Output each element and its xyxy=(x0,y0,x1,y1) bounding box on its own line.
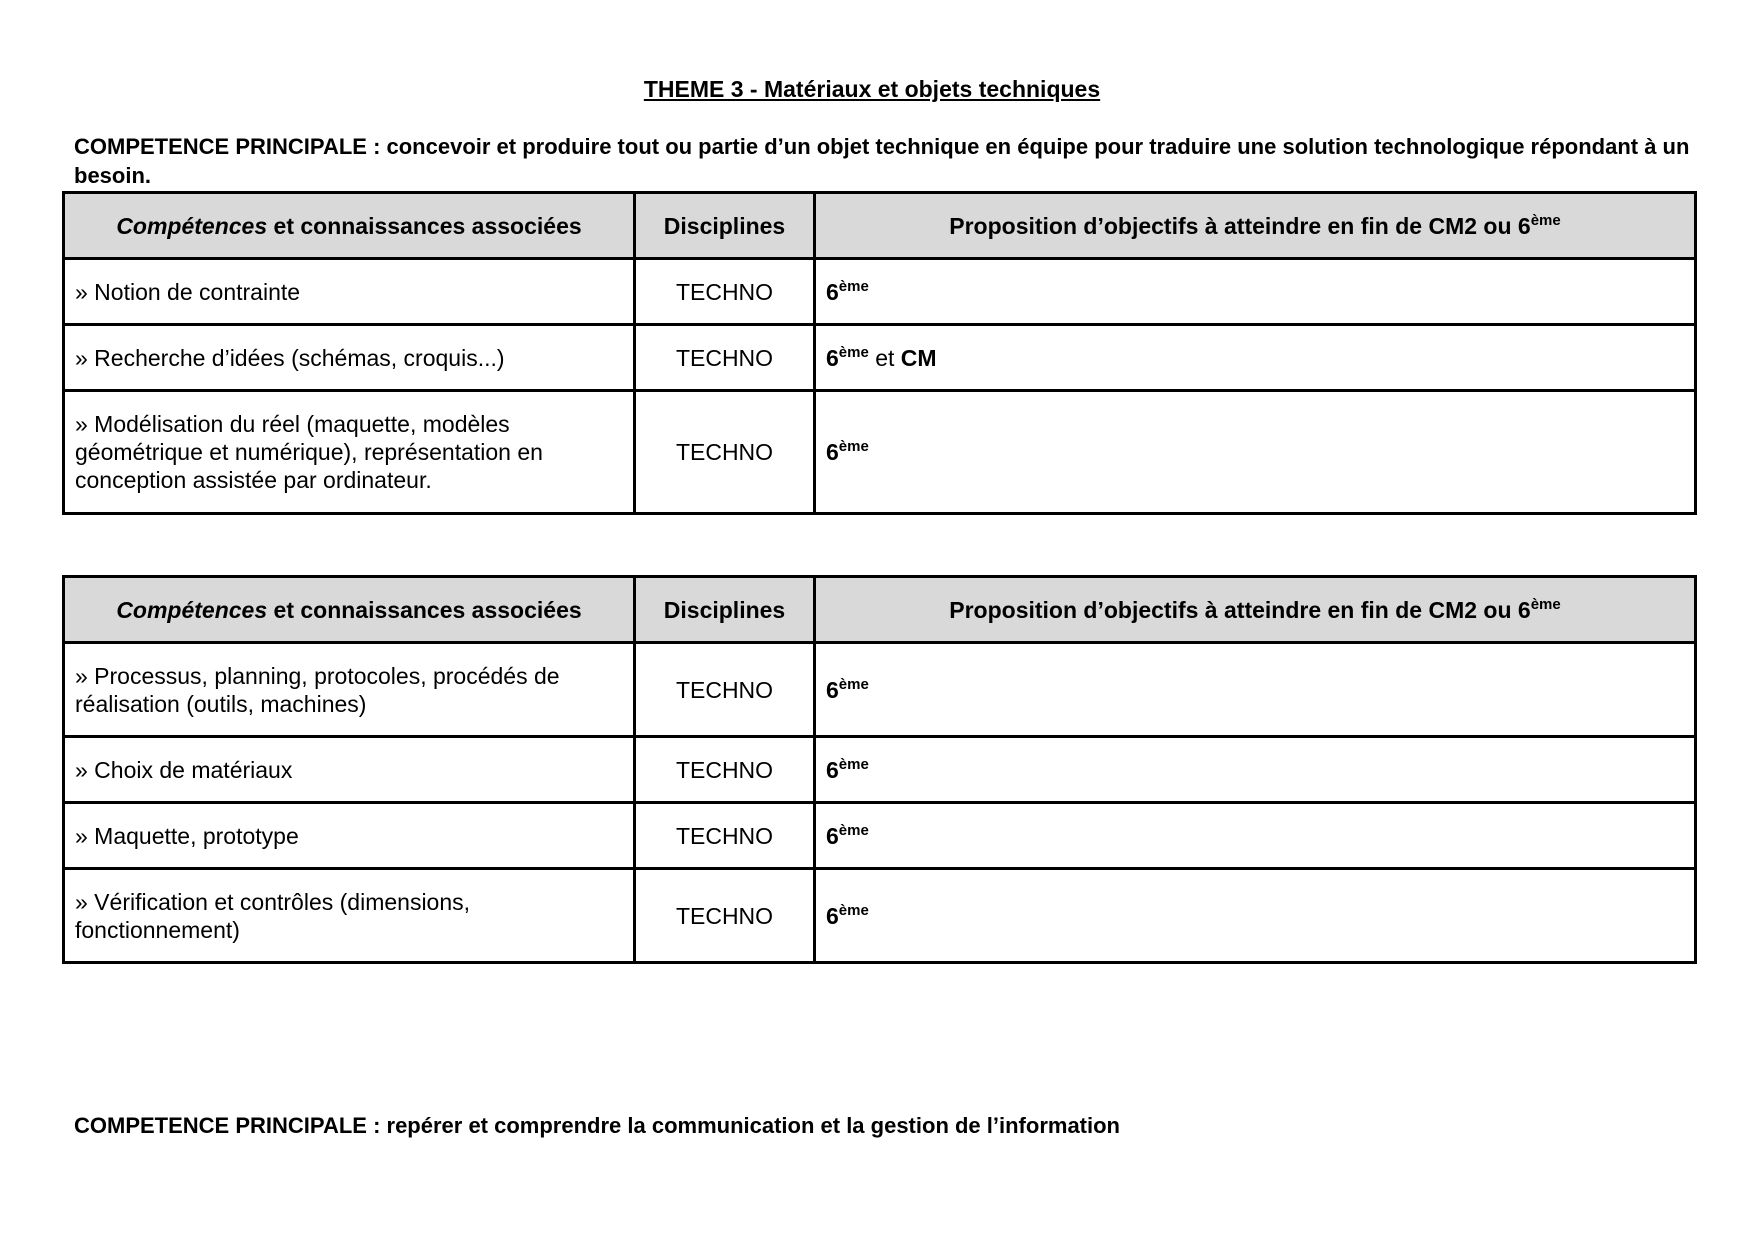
table-row xyxy=(64,391,1696,514)
competence-cell: » Modélisation du réel (maquette, modèles géométrique et numérique), représentation en conception assistée par ordinateur. xyxy=(64,391,635,514)
header-disciplines: Disciplines xyxy=(635,577,815,643)
objective-sup: ème xyxy=(838,821,869,839)
header-proposition-sup: ème xyxy=(1530,211,1561,229)
header-disciplines: Disciplines xyxy=(635,193,815,259)
header-proposition xyxy=(815,193,1696,259)
table-row xyxy=(64,737,1696,803)
table-row xyxy=(64,803,1696,869)
competence-cell: » Maquette, prototype xyxy=(64,803,635,869)
objective-level: 6 xyxy=(826,676,839,703)
header-competences-italic: Compétences xyxy=(116,596,268,623)
discipline-cell: TECHNO xyxy=(635,391,815,514)
discipline-cell: TECHNO xyxy=(635,643,815,737)
objective-cell xyxy=(815,259,1696,325)
competence-cell: » Recherche d’idées (schémas, croquis...) xyxy=(64,325,635,391)
discipline-cell: TECHNO xyxy=(635,737,815,803)
objective-sup: ème xyxy=(838,438,869,455)
table-row xyxy=(64,259,1696,325)
competence-cell: » Choix de matériaux xyxy=(64,737,635,803)
objective-sup: ème xyxy=(838,901,869,919)
header-competences xyxy=(64,193,635,259)
objective-level: 6 xyxy=(826,756,839,783)
table-header-row xyxy=(64,577,1696,643)
table-row xyxy=(64,325,1696,391)
header-proposition-text: Proposition d’objectifs à atteindre en fin de CM2 ou 6 xyxy=(949,212,1531,239)
objective-cell xyxy=(815,737,1696,803)
objective-cell xyxy=(815,391,1696,514)
objective-extra: CM xyxy=(900,344,937,371)
discipline-cell: TECHNO xyxy=(635,869,815,963)
competence-cell: » Processus, planning, protocoles, procédés de réalisation (outils, machines) xyxy=(64,643,635,737)
header-proposition xyxy=(815,577,1696,643)
competence-cell: » Notion de contrainte xyxy=(64,259,635,325)
objective-cell xyxy=(815,643,1696,737)
discipline-cell: TECHNO xyxy=(635,803,815,869)
objective-level: 6 xyxy=(826,439,839,465)
header-competences xyxy=(64,577,635,643)
objective-cell xyxy=(815,803,1696,869)
header-competences-rest: et connaissances associées xyxy=(267,596,582,623)
objective-and: et xyxy=(868,344,901,371)
competences-table-2 xyxy=(62,575,1697,964)
objective-sup: ème xyxy=(838,755,869,773)
header-proposition-sup: ème xyxy=(1530,595,1561,613)
competences-table-1 xyxy=(62,191,1697,515)
objective-level: 6 xyxy=(826,278,839,305)
competence-principale-1: COMPETENCE PRINCIPALE : concevoir et produire tout ou partie d’un objet technique en équipe pour traduire une solution technologique répondant à un besoin. xyxy=(74,134,1690,188)
header-proposition-text: Proposition d’objectifs à atteindre en fin de CM2 ou 6 xyxy=(949,596,1531,623)
objective-cell xyxy=(815,325,1696,391)
competence-principale-2: COMPETENCE PRINCIPALE : repérer et comprendre la communication et la gestion de l’information xyxy=(74,1113,1120,1138)
header-competences-rest: et connaissances associées xyxy=(267,212,582,239)
page-title-text: THEME 3 - Matériaux et objets techniques xyxy=(643,76,1101,102)
objective-sup: ème xyxy=(838,675,869,693)
objective-level: 6 xyxy=(826,822,839,849)
objective-sup: ème xyxy=(838,277,869,295)
discipline-cell: TECHNO xyxy=(635,325,815,391)
table-row xyxy=(64,869,1696,963)
objective-sup: ème xyxy=(838,343,869,361)
objective-level: 6 xyxy=(826,344,839,371)
table-header-row xyxy=(64,193,1696,259)
header-competences-italic: Compétences xyxy=(116,212,268,239)
competence-cell: » Vérification et contrôles (dimensions, fonctionnement) xyxy=(64,869,635,963)
table-row xyxy=(64,643,1696,737)
objective-level: 6 xyxy=(826,902,839,929)
discipline-cell: TECHNO xyxy=(635,259,815,325)
page-title xyxy=(0,75,1754,103)
objective-cell xyxy=(815,869,1696,963)
